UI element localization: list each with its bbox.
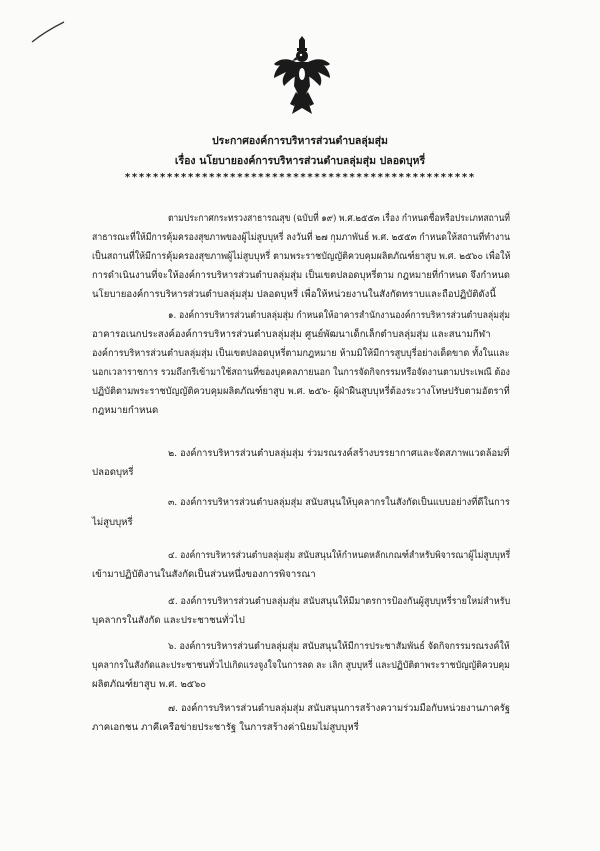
body-line: ตามประกาศกระทรวงสาธารณสุข (ฉบับที่ ๑๙) พ.ศ.๒๕๕๓ เรื่อง กำหนดชื่อหรือประเภทสถานที่	[168, 213, 510, 224]
policy-item-5: ๕. องค์การบริหารส่วนตำบลลุ่มสุ่ม สนับสนุนให้มีมาตรการป้องกันผู้สูบบุหรี่รายใหม่สำหรับ	[168, 596, 511, 607]
policy-item-7: ๗. องค์การบริหารส่วนตำบลลุ่มสุ่ม สนับสนุนการสร้างความร่วมมือกับหน่วยงานภาครัฐ	[168, 703, 510, 714]
announcement-subject: เรื่อง นโยบายองค์การบริหารส่วนตำบลลุ่มสุ่ม ปลอดบุหรี่	[174, 155, 426, 167]
body-line: ภาคเอกชน ภาคีเครือข่ายประชารัฐ ในการสร้างค่านิยมไม่สูบบุหรี่	[92, 722, 359, 733]
pen-stroke-mark	[28, 18, 68, 48]
body-line: กฎหมายกำหนด	[92, 405, 159, 416]
body-line: บุคลากรในสังกัดและประชาชนทั่วไปเกิดแรงจูงใจในการลด ละ เลิก สูบบุหรี่ และปฏิบัติตาพระราชบัญญัติควบคุม	[92, 660, 510, 671]
body-line: เป็นสถานที่ให้มีการคุ้มครองสุขภาพผู้ไม่สูบบุหรี่ ตามพระราชบัญญัติควบคุมผลิตภัณฑ์ยาสูบ พ.ศ. ๒๕๖๐ เพื่อให้	[92, 251, 511, 262]
body-line: เข้ามาปฏิบัติงานในสังกัดเป็นส่วนหนึ่งของการพิจารณา	[92, 569, 316, 580]
garuda-emblem-icon	[270, 36, 334, 116]
body-line: นโยบายองค์การบริหารส่วนตำบลลุ่มสุ่ม ปลอดบุหรี่ เพื่อให้หน่วยงานในสังกัดทราบและถือปฏิบัติดังนี้	[92, 289, 496, 300]
body-line: ไม่สูบบุหรี่	[92, 517, 133, 528]
policy-item-1: ๑. องค์การบริหารส่วนตำบลลุ่มสุ่ม กำหนดให้อาคารสำนักงานองค์การบริหารส่วนตำบลลุ่มสุ่ม	[168, 310, 510, 321]
divider-asterisks: **************************************************	[124, 172, 476, 183]
announcement-title: ประกาศองค์การบริหารส่วนตำบลลุ่มสุ่ม	[212, 135, 388, 147]
body-line: การดำเนินงานที่จะให้องค์การบริหารส่วนตำบลลุ่มสุ่ม เป็นเขตปลอดบุหรี่ตาม กฎหมายที่กำหนด จึงกำหนด	[92, 270, 510, 281]
body-line: ผลิตภัณฑ์ยาสูบ พ.ศ. ๒๕๖๐	[92, 679, 207, 690]
body-line: ปลอดบุหรี่	[92, 467, 134, 478]
body-line: บุคลากรในสังกัด และประชาชนทั่วไป	[92, 615, 245, 626]
policy-item-4: ๔. องค์การบริหารส่วนตำบลลุ่มสุ่ม สนับสนุนให้กำหนดหลักเกณฑ์สำหรับพิจารณาผู้ไม่สูบบุหรี่	[168, 550, 511, 561]
body-line: องค์การบริหารส่วนตำบลลุ่มสุ่ม เป็นเขตปลอดบุหรี่ตามกฎหมาย ห้ามมิให้มีการสูบบุรี่อย่างเด็ดขาด ทั้งในและ	[92, 348, 510, 359]
body-line: สาธารณะที่ให้มีการคุ้มครองสุขภาพของผู้ไม่สูบบุหรี่ ลงวันที่ ๒๗ กุมภาพันธ์ พ.ศ. ๒๕๕๓ กำหนดให้สถานที่ทำงาน	[92, 232, 511, 243]
policy-item-6: ๖. องค์การบริหารส่วนตำบลลุ่มสุ่ม สนับสนุนให้มีการประชาสัมพันธ์ จัดกิจกรรมรณรงค์ให้	[168, 641, 510, 652]
body-line: นอกเวลาราชการ รวมถึงกรีเข้ามาใช้สถานที่ของบุคคลภายนอก ในการจัดกิจกรรมหรือจัดงานตามประเพณี ต้อง	[92, 367, 510, 378]
policy-item-3: ๓. องค์การบริหารส่วนตำบลลุ่มสุ่ม สนับสนุนให้บุคลากรในสังกัดเป็นแบบอย่างที่ดีในการ	[168, 497, 510, 508]
body-line: ปฏิบัติตามพระราชบัญญัติควบคุมผลิตภัณฑ์ยาสูบ พ.ศ. ๒๕๖- ผู้ฝ่าฝืนสูบบุหรี่ต้องระวางโทษปรับตามอัตราที่	[92, 386, 510, 397]
body-line: อาคารอเนกประสงค์องค์การบริหารส่วนตำบลลุ่มสุ่ม ศูนย์พัฒนาเด็กเล็กตำบลลุ่มสุ่ม และสนามกีฬา	[92, 329, 491, 340]
policy-item-2: ๒. องค์การบริหารส่วนตำบลลุ่มสุ่ม ร่วมรณรงค์สร้างบรรยากาศและจัดสภาพแวดล้อมที่	[168, 448, 510, 459]
